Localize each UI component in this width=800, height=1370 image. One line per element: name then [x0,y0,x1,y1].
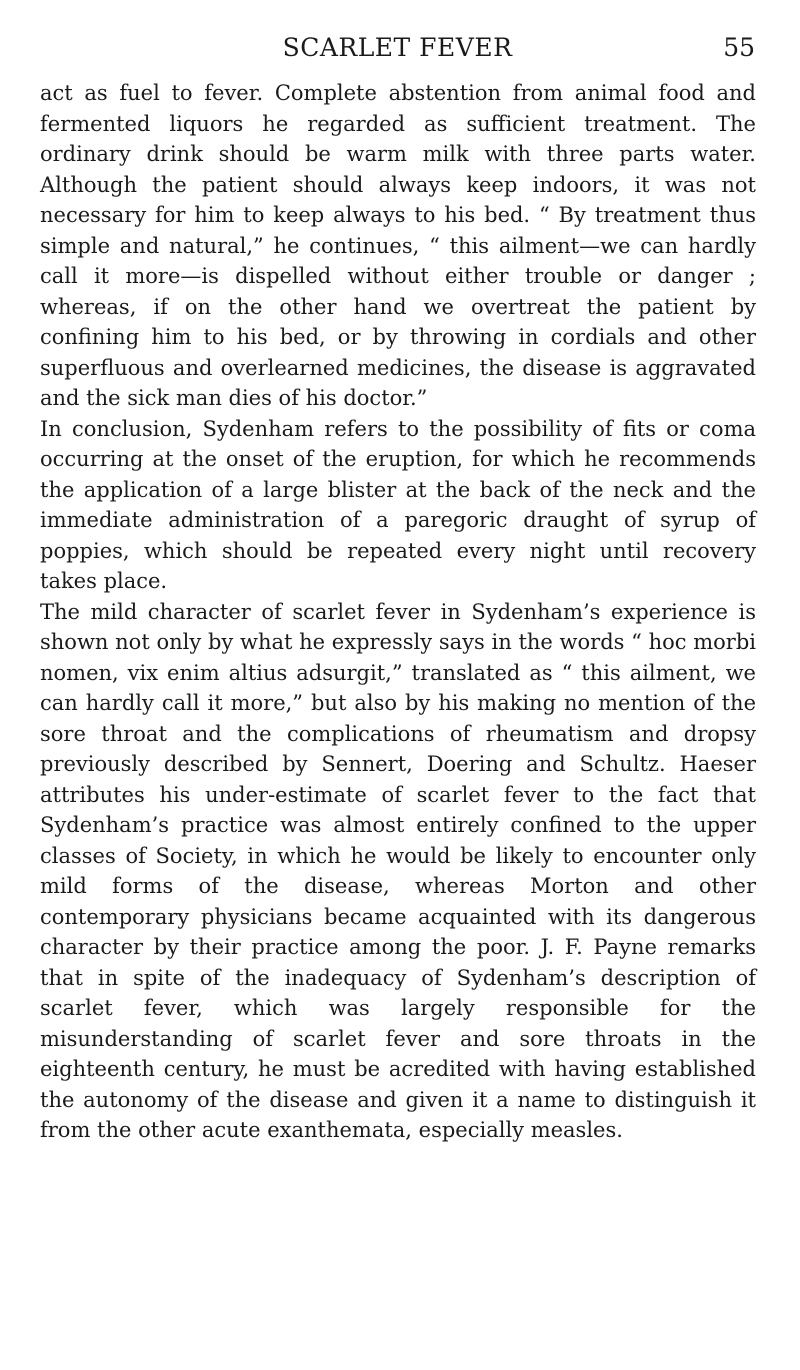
paragraph-1: act as fuel to fever. Complete abstention from animal food and fermented liquors he regarded as sufficient treatment. The ordinary drink should be warm milk with three parts water. Although the patient should always keep indoors, it was not necessary for him to keep always to his bed. “ By treatment thus simple and natural,” he continues, “ this ailment—we can hardly call it more—is dispelled without either trouble or danger ; whereas, if on the other hand we overtreat the patient by confining him to his bed, or by throwing in cordials and other superfluous and overlearned medicines, the disease is aggravated and the sick man dies of his doctor.” [40,81,756,410]
body-text [40,78,756,1146]
running-head [40,30,755,70]
running-title: SCARLET FEVER [282,33,513,62]
page-number: 55 [723,33,755,62]
paragraph-3: The mild character of scarlet fever in Sydenham’s experience is shown not only by what he expressly says in the words “ hoc morbi nomen, vix enim altius adsurgit,” translated as “ this ailment, we can hardly call it more,” but also by his making no mention of the sore throat and the complications of rheumatism and dropsy previously described by Sennert, Doering and Schultz. Haeser attributes his under-estimate of scarlet fever to the fact that Sydenham’s practice was almost entirely confined to the upper classes of Society, in which he would be likely to encounter only mild forms of the disease, whereas Morton and other contemporary physicians became acquainted with its dangerous character by their practice among the poor. J. F. Payne remarks that in spite of the inadequacy of Sydenham’s description of scarlet fever, which was largely responsible for the misunderstanding of scarlet fever and sore throats in the eighteenth century, he must be acredited with having established the autonomy of the disease and given it a name to distinguish it from the other acute exanthemata, especially measles. [40,599,756,1142]
paragraph-2: In conclusion, Sydenham refers to the possibility of fits or coma occurring at the onset of the eruption, for which he recommends the application of a large blister at the back of the neck and the immediate administration of a paregoric draught of syrup of poppies, which should be repeated every night until recovery takes place. [40,416,756,593]
